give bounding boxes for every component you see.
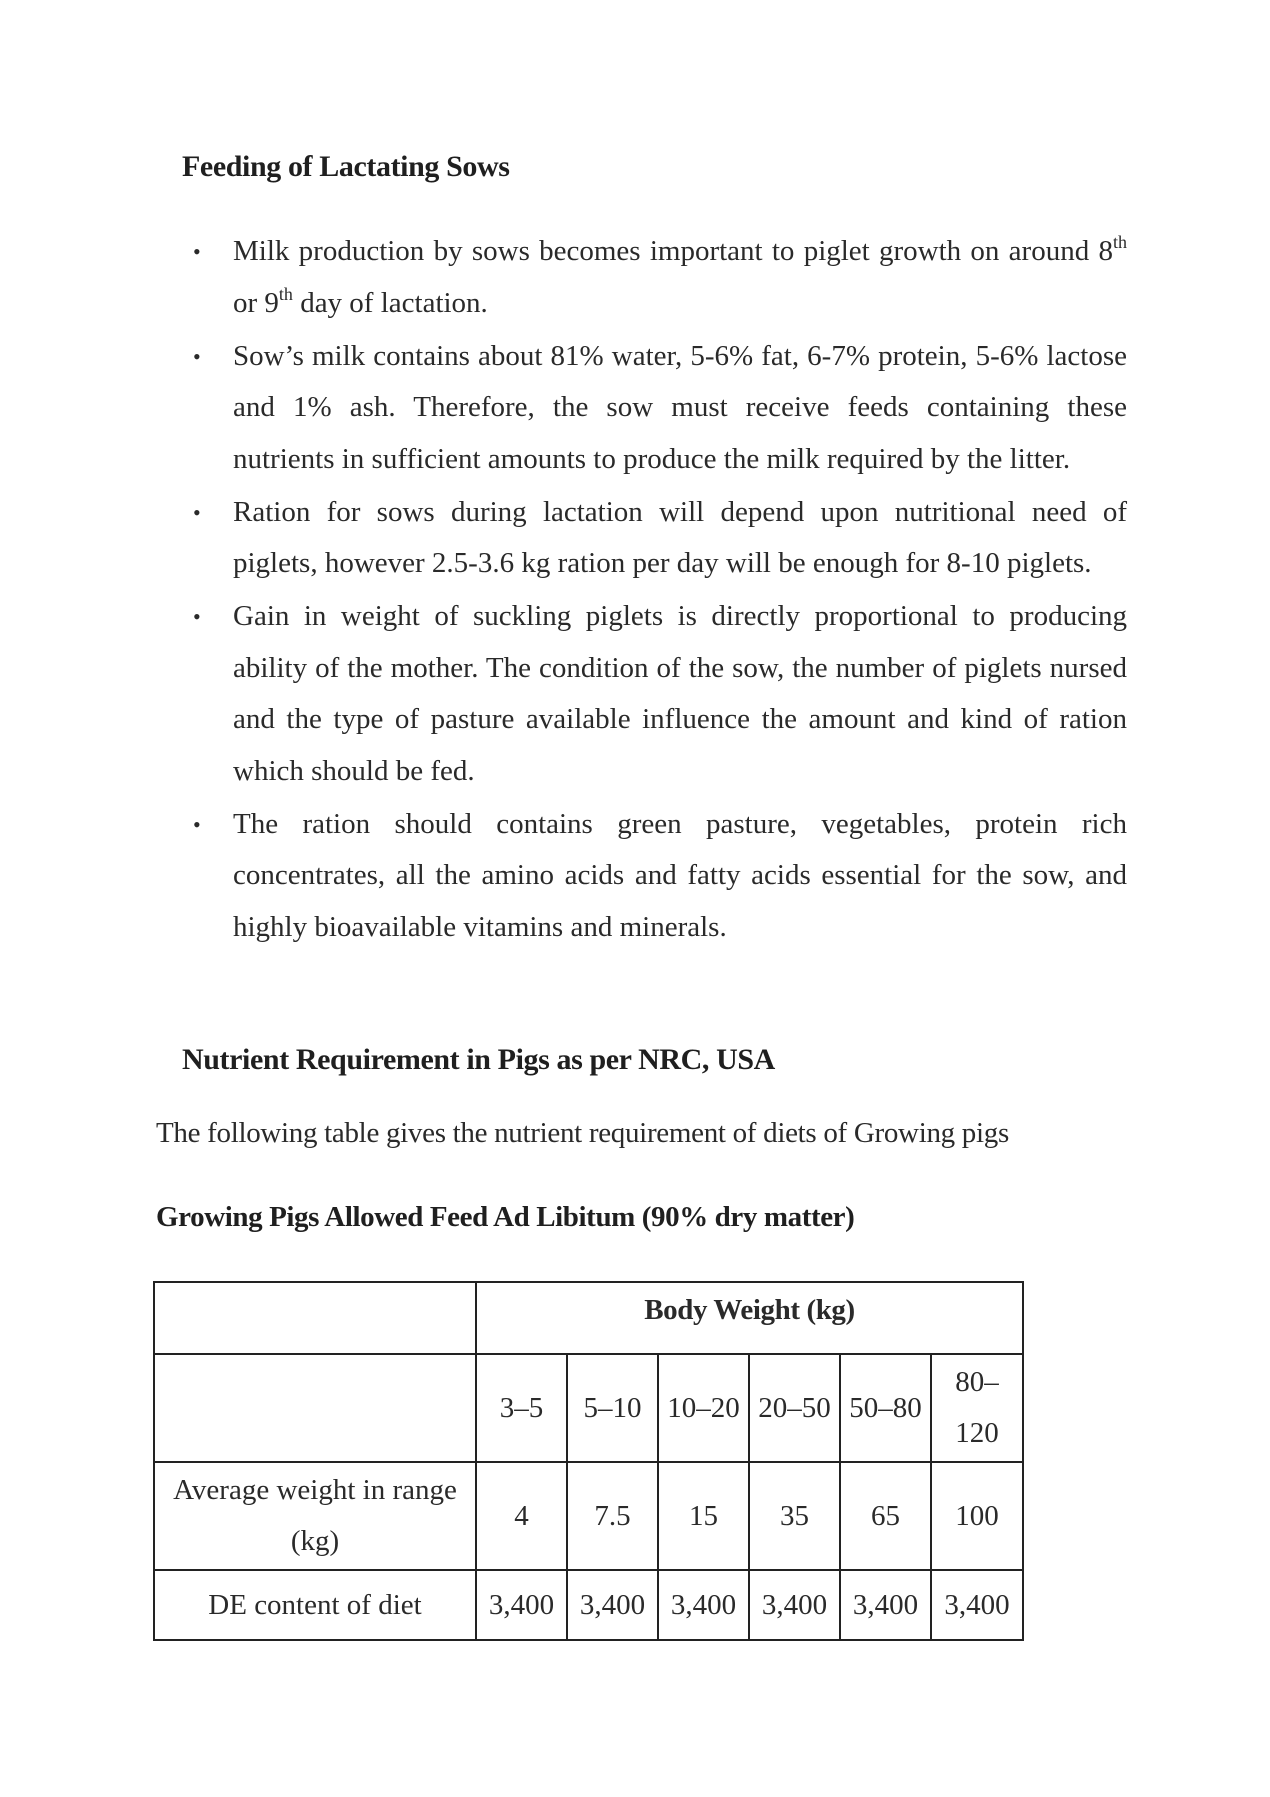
table-cell: 3,400 [658, 1570, 749, 1640]
range-cell: 3–5 [476, 1354, 567, 1462]
range-cell: 5–10 [567, 1354, 658, 1462]
bullet-item [193, 331, 1127, 486]
table-cell: 3,400 [931, 1570, 1023, 1640]
table-row [154, 1462, 1023, 1570]
bullet-item [193, 591, 1127, 797]
bullet-text: The ration should contains green pasture, vegetables, protein rich concentrates, all the amino acids and fatty acids essential for the sow, and highly bioavailable vitamins and minerals. [233, 807, 1127, 943]
table-title: Growing Pigs Allowed Feed Ad Libitum (90% dry matter) [156, 1201, 855, 1233]
nutrient-table [153, 1281, 1024, 1641]
table-cell: 3,400 [749, 1570, 840, 1640]
bullet-text: Gain in weight of suckling piglets is directly proportional to producing ability of the mother. The condition of the sow, the number of piglets nursed and the type of pasture available influence the amount and kind of ration which should be fed. [233, 600, 1127, 787]
bullet-dot-icon: • [193, 239, 201, 264]
table-cell: 15 [658, 1462, 749, 1570]
table-cell: 4 [476, 1462, 567, 1570]
bullet-text: or 9 [233, 286, 279, 319]
superscript: th [1112, 232, 1127, 252]
table-cell: 100 [931, 1462, 1023, 1570]
body-weight-header: Body Weight (kg) [476, 1282, 1023, 1354]
bullet-text: day of lactation. [292, 286, 488, 319]
row-label: Average weight in range (kg) [154, 1462, 476, 1570]
table-cell-empty [154, 1354, 476, 1462]
bullet-dot-icon: • [193, 604, 201, 629]
range-cell: 50–80 [840, 1354, 931, 1462]
table-cell: 7.5 [567, 1462, 658, 1570]
range-cell: 80– 120 [931, 1354, 1023, 1462]
bullet-item [193, 487, 1127, 590]
table-cell: 3,400 [567, 1570, 658, 1640]
section-heading-lactating-sows: Feeding of Lactating Sows [182, 150, 510, 183]
bullet-text: Milk production by sows becomes important to piglet growth on around 8 [233, 235, 1113, 267]
range-cell: 10–20 [658, 1354, 749, 1462]
bullet-list [193, 226, 1127, 955]
row-label: DE content of diet [154, 1570, 476, 1640]
section-heading-nrc: Nutrient Requirement in Pigs as per NRC, USA [182, 1043, 775, 1076]
superscript: th [278, 283, 293, 304]
bullet-text: Ration for sows during lactation will depend upon nutritional need of piglets, however 2.5-3.6 kg ration per day will be enough for 8-10 piglets. [233, 495, 1127, 579]
table-row [154, 1282, 1023, 1354]
table-cell-empty [154, 1282, 476, 1354]
bullet-text: Sow’s milk contains about 81% water, 5-6% fat, 6-7% protein, 5-6% lactose and 1% ash. Therefore, the sow must receive feeds containing these nutrients in sufficient amounts to produce the milk required by the litter. [233, 339, 1127, 475]
table-cell: 3,400 [476, 1570, 567, 1640]
bullet-dot-icon: • [193, 343, 201, 369]
bullet-item [193, 799, 1127, 954]
table-row [154, 1354, 1023, 1462]
table-cell: 3,400 [840, 1570, 931, 1640]
range-cell: 20–50 [749, 1354, 840, 1462]
bullet-item [193, 226, 1127, 329]
intro-paragraph: The following table gives the nutrient requirement of diets of Growing pigs [156, 1117, 1009, 1149]
bullet-dot-icon: • [193, 811, 201, 837]
table-cell: 65 [840, 1462, 931, 1570]
table-cell: 35 [749, 1462, 840, 1570]
bullet-dot-icon: • [193, 499, 201, 525]
table-row [154, 1570, 1023, 1640]
